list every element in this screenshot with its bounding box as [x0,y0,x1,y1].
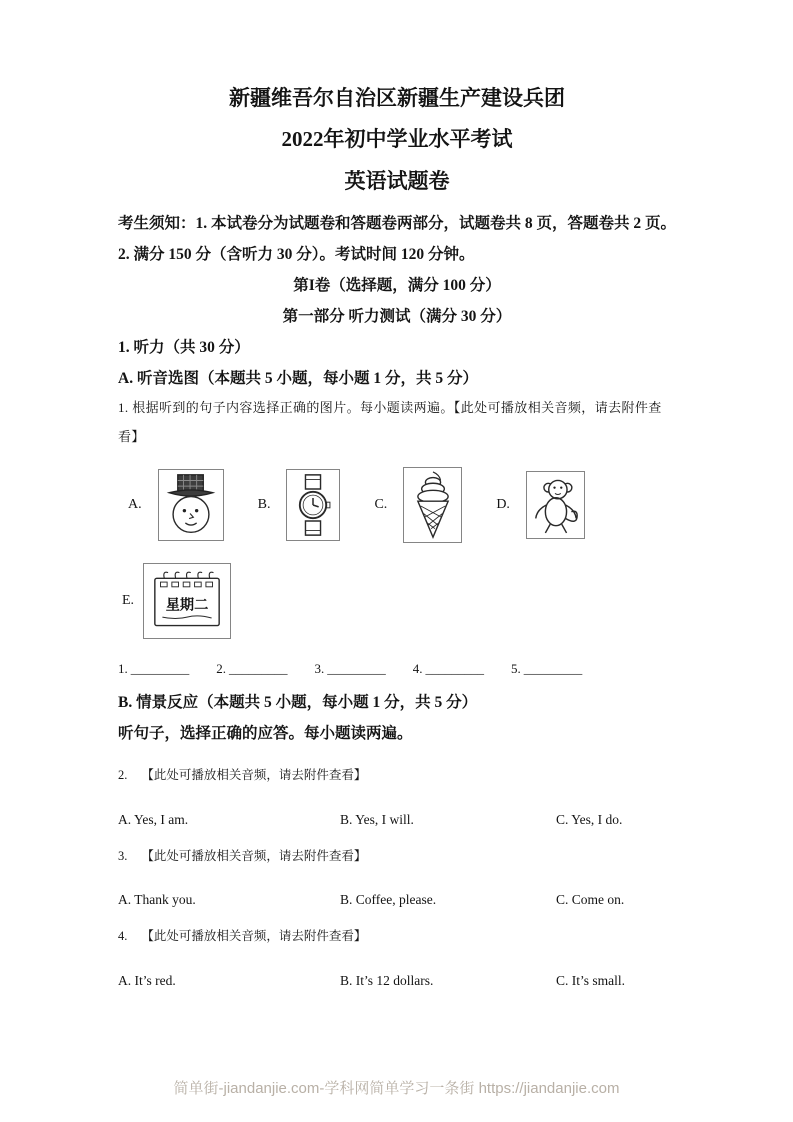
question-3-audio-note: 【此处可播放相关音频，请去附件查看】 [141,848,367,863]
option-d-label: D. [496,497,510,513]
blank-1-number: 1. [118,661,128,677]
listening-heading: 1. 听力（共 30 分） [118,339,250,357]
picture-box-d [526,471,585,539]
option-e-label: E. [122,593,135,609]
picture-option-a [128,469,224,541]
question-4-option-a: A. It’s red. [118,972,176,988]
partB-instruction: 听句子，选择正确的应答。每小题读两遍。 [118,725,413,743]
picture-option-e [122,563,231,639]
question-3-options-row [118,891,676,910]
answer-blank-5 [511,661,582,677]
question-4-audio-line [118,928,676,946]
blank-4-line: _________ [425,661,484,677]
calendar-day-text: 星期二 [165,597,209,614]
answer-blanks-row [118,661,676,677]
question-2-option-c: C. Yes, I do. [556,811,623,827]
picture-box-b [286,469,340,541]
partA-instruction: 1. 根据听到的句子内容选择正确的图片。每小题读两遍。【此处可播放相关音频，请去附件查看】 [118,400,662,444]
question-3-option-c: C. Come on. [556,892,625,908]
notice-line1: 考生须知：1. 本试卷分为试题卷和答题卷两部分，试题卷共 8 页，答题卷共 2 页。 [118,215,677,233]
question-4-option-c: C. It’s small. [556,972,626,988]
answer-blank-3 [315,661,386,677]
picture-option-c [374,467,462,543]
volume1-heading: 第I卷（选择题，满分 100 分） [293,277,501,295]
blank-2-line: _________ [229,661,288,677]
answer-blank-2 [216,661,287,677]
picture-box-c [403,467,462,543]
blank-2-number: 2. [216,661,226,677]
picture-option-b [258,469,341,541]
option-c-label: C. [374,497,388,513]
blank-5-number: 5. [511,661,521,677]
question-2-options-row [118,811,676,830]
part1-heading: 第一部分 听力测试（满分 30 分） [282,308,512,326]
blank-4-number: 4. [412,661,423,677]
option-b-label: B. [257,497,271,513]
answer-blank-1 [118,661,189,677]
question-2-option-b: B. Yes, I will. [340,811,414,827]
footer-watermark: 简单街-jiandanjie.com-学科网简单学习一条街 https://jiandanjie.com [173,1080,620,1097]
notice-line2: 2. 满分 150 分（含听力 30 分）。考试时间 120 分钟。 [118,246,475,264]
question-2-option-a: A. Yes, I am. [118,811,189,827]
partA-heading: A. 听音选图（本题共 5 小题，每小题 1 分，共 5 分） [118,370,478,388]
question-3-audio-line [118,848,676,866]
option-a-label: A. [128,497,142,513]
monkey-icon [529,475,581,535]
question-3-option-b: B. Coffee, please. [340,892,437,908]
question-2-audio-line [118,767,676,785]
exam-title-line3: 英语试题卷 [344,168,450,193]
snowman-icon [161,472,221,538]
partB-heading: B. 情景反应（本题共 5 小题，每小题 1 分，共 5 分） [118,694,478,712]
question-4-audio-note: 【此处可播放相关音频，请去附件查看】 [141,929,367,943]
exam-title-line1: 新疆维吾尔自治区新疆生产建设兵团 [229,86,565,110]
picture-box-a [158,469,224,541]
question-3-option-a: A. Thank you. [118,892,196,908]
picture-box-e [143,563,231,639]
ice-cream-cone-icon [407,470,459,540]
picture-option-d [496,471,585,539]
blank-3-line: _________ [327,661,386,677]
question-4-number: 4. [118,929,128,943]
picture-option-e-row [118,563,676,639]
question-2-number: 2. [118,768,128,783]
wristwatch-icon [290,473,336,537]
blank-5-line: _________ [523,661,583,677]
picture-options-row [118,467,676,543]
question-4-options-row [118,972,676,991]
question-4-option-b: B. It’s 12 dollars. [340,972,434,988]
question-3-number: 3. [118,848,128,863]
exam-title-line2: 2022年初中学业水平考试 [281,127,513,152]
blank-3-number: 3. [314,661,325,677]
exam-header [118,84,676,195]
question-2-audio-note: 【此处可播放相关音频，请去附件查看】 [141,768,367,783]
calendar-icon [146,566,228,636]
blank-1-line: _________ [130,661,190,677]
answer-blank-4 [413,661,484,677]
